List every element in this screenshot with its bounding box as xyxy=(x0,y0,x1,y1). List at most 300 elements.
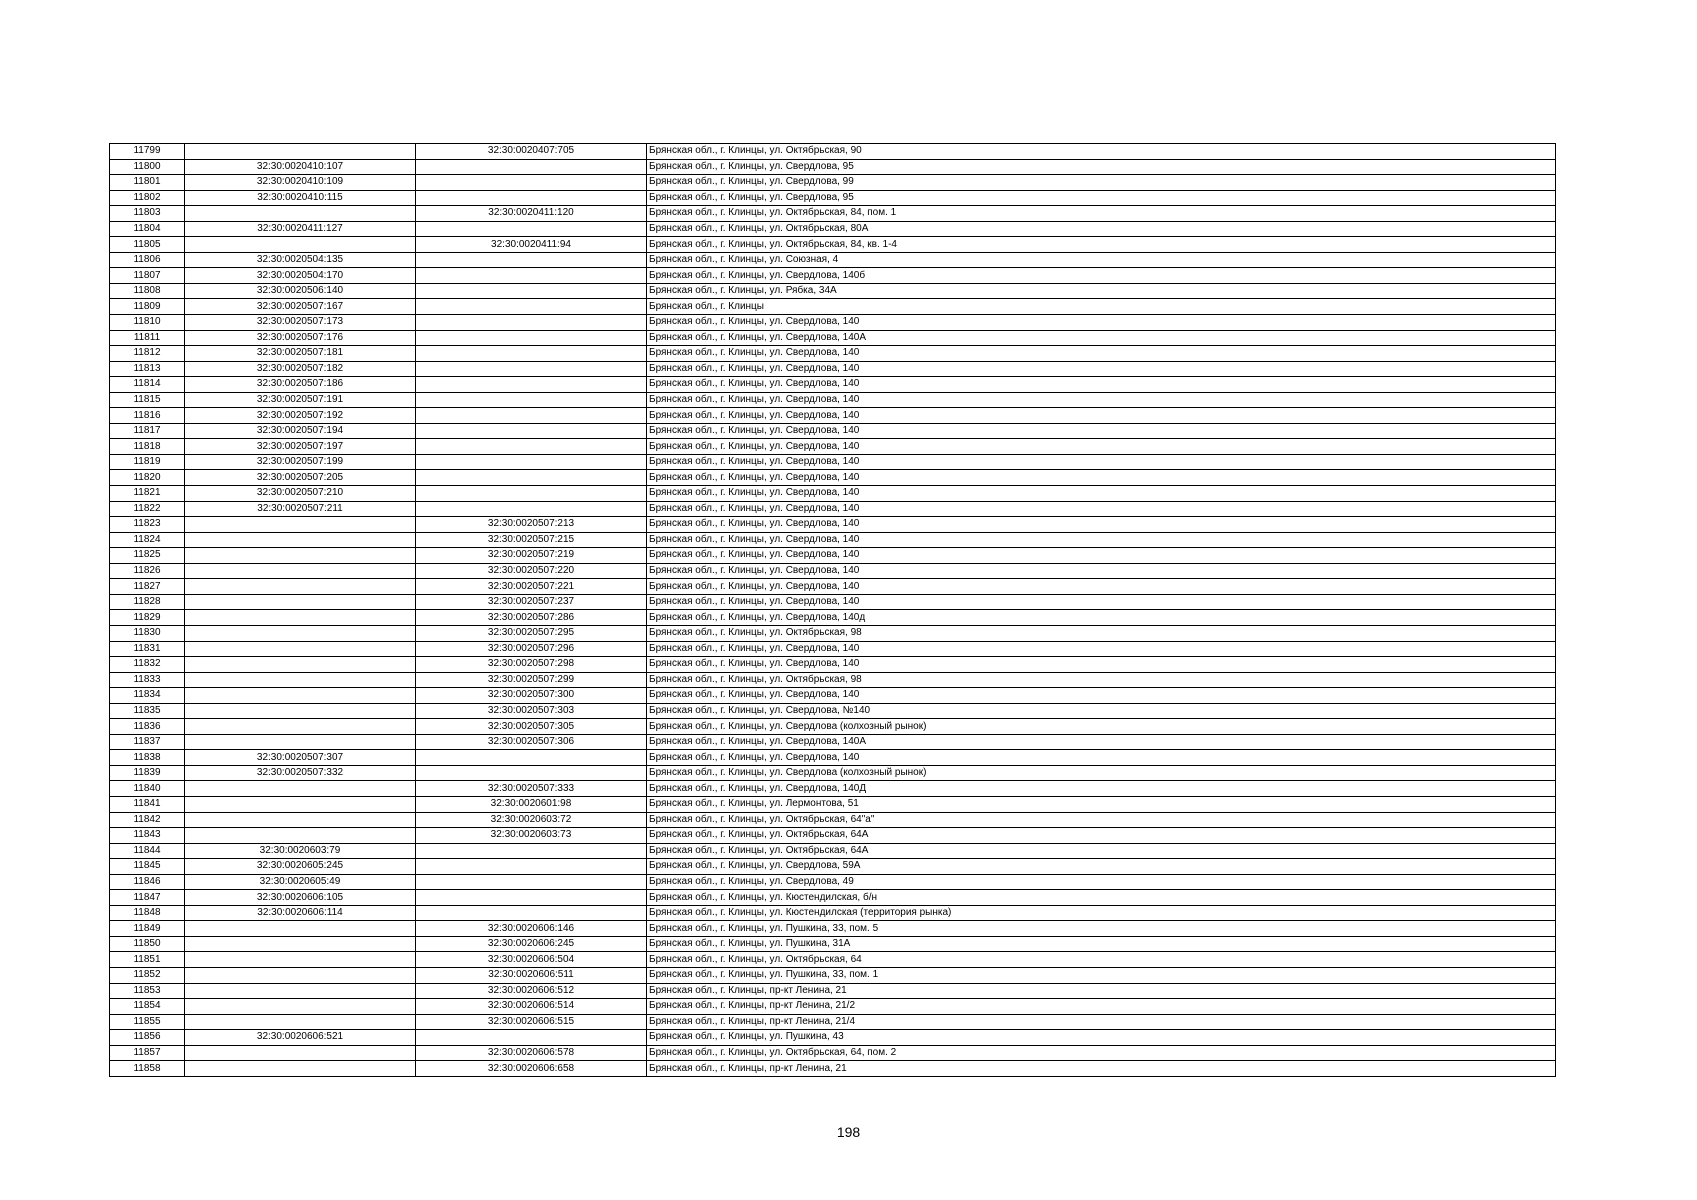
land-cadastral-number-cell xyxy=(185,610,416,626)
address-cell: Брянская обл., г. Клинцы, ул. Свердлова, 140 xyxy=(647,315,1556,331)
row-number-cell: 11857 xyxy=(110,1045,185,1061)
table-row xyxy=(110,1014,1556,1030)
address-cell: Брянская обл., г. Клинцы, ул. Свердлова, 140 xyxy=(647,594,1556,610)
address-cell: Брянская обл., г. Клинцы, ул. Свердлова (колхозный рынок) xyxy=(647,719,1556,735)
address-cell: Брянская обл., г. Клинцы, ул. Лермонтова, 51 xyxy=(647,796,1556,812)
table-row xyxy=(110,828,1556,844)
land-cadastral-number-cell: 32:30:0020603:79 xyxy=(185,843,416,859)
table-row xyxy=(110,1030,1556,1046)
table-row xyxy=(110,874,1556,890)
address-cell: Брянская обл., г. Клинцы, пр-кт Ленина, 21 xyxy=(647,1061,1556,1077)
land-cadastral-number-cell: 32:30:0020605:245 xyxy=(185,859,416,875)
building-cadastral-number-cell: 32:30:0020606:146 xyxy=(416,921,647,937)
building-cadastral-number-cell xyxy=(416,221,647,237)
table-row xyxy=(110,859,1556,875)
table-row xyxy=(110,423,1556,439)
row-number-cell: 11800 xyxy=(110,159,185,175)
address-cell: Брянская обл., г. Клинцы, ул. Свердлова, 59А xyxy=(647,859,1556,875)
land-cadastral-number-cell xyxy=(185,657,416,673)
address-cell: Брянская обл., г. Клинцы, ул. Свердлова, 140Д xyxy=(647,781,1556,797)
row-number-cell: 11803 xyxy=(110,206,185,222)
building-cadastral-number-cell xyxy=(416,159,647,175)
address-cell: Брянская обл., г. Клинцы, ул. Свердлова, 140 xyxy=(647,641,1556,657)
address-cell: Брянская обл., г. Клинцы, ул. Рябка, 34А xyxy=(647,283,1556,299)
address-cell: Брянская обл., г. Клинцы, ул. Пушкина, 33, пом. 1 xyxy=(647,967,1556,983)
table-row xyxy=(110,361,1556,377)
land-cadastral-number-cell xyxy=(185,719,416,735)
address-cell: Брянская обл., г. Клинцы, ул. Октябрьская, 98 xyxy=(647,625,1556,641)
land-cadastral-number-cell: 32:30:0020507:205 xyxy=(185,470,416,486)
land-cadastral-number-cell: 32:30:0020507:192 xyxy=(185,408,416,424)
row-number-cell: 11842 xyxy=(110,812,185,828)
building-cadastral-number-cell: 32:30:0020411:120 xyxy=(416,206,647,222)
table-row xyxy=(110,796,1556,812)
building-cadastral-number-cell xyxy=(416,268,647,284)
address-cell: Брянская обл., г. Клинцы, ул. Октябрьская, 64"а" xyxy=(647,812,1556,828)
table-row xyxy=(110,517,1556,533)
row-number-cell: 11805 xyxy=(110,237,185,253)
land-cadastral-number-cell: 32:30:0020507:176 xyxy=(185,330,416,346)
building-cadastral-number-cell: 32:30:0020606:504 xyxy=(416,952,647,968)
property-register-table xyxy=(109,143,1556,1077)
land-cadastral-number-cell xyxy=(185,967,416,983)
building-cadastral-number-cell xyxy=(416,175,647,191)
table-row xyxy=(110,330,1556,346)
address-cell: Брянская обл., г. Клинцы, ул. Свердлова, 140 xyxy=(647,563,1556,579)
land-cadastral-number-cell: 32:30:0020504:170 xyxy=(185,268,416,284)
row-number-cell: 11846 xyxy=(110,874,185,890)
row-number-cell: 11856 xyxy=(110,1030,185,1046)
building-cadastral-number-cell: 32:30:0020507:296 xyxy=(416,641,647,657)
row-number-cell: 11819 xyxy=(110,454,185,470)
address-cell: Брянская обл., г. Клинцы, пр-кт Ленина, 21/2 xyxy=(647,999,1556,1015)
row-number-cell: 11808 xyxy=(110,283,185,299)
land-cadastral-number-cell xyxy=(185,796,416,812)
land-cadastral-number-cell xyxy=(185,532,416,548)
row-number-cell: 11829 xyxy=(110,610,185,626)
land-cadastral-number-cell: 32:30:0020507:211 xyxy=(185,501,416,517)
table-row xyxy=(110,610,1556,626)
table-row xyxy=(110,237,1556,253)
row-number-cell: 11821 xyxy=(110,486,185,502)
land-cadastral-number-cell xyxy=(185,812,416,828)
table-row xyxy=(110,532,1556,548)
table-row xyxy=(110,268,1556,284)
address-cell: Брянская обл., г. Клинцы xyxy=(647,299,1556,315)
table-row xyxy=(110,252,1556,268)
row-number-cell: 11833 xyxy=(110,672,185,688)
building-cadastral-number-cell: 32:30:0020603:72 xyxy=(416,812,647,828)
address-cell: Брянская обл., г. Клинцы, ул. Свердлова, 99 xyxy=(647,175,1556,191)
building-cadastral-number-cell xyxy=(416,190,647,206)
land-cadastral-number-cell: 32:30:0020507:191 xyxy=(185,392,416,408)
land-cadastral-number-cell: 32:30:0020507:186 xyxy=(185,377,416,393)
building-cadastral-number-cell: 32:30:0020507:305 xyxy=(416,719,647,735)
address-cell: Брянская обл., г. Клинцы, ул. Свердлова, 140б xyxy=(647,268,1556,284)
building-cadastral-number-cell: 32:30:0020507:303 xyxy=(416,703,647,719)
building-cadastral-number-cell: 32:30:0020507:306 xyxy=(416,734,647,750)
land-cadastral-number-cell xyxy=(185,936,416,952)
table-row xyxy=(110,299,1556,315)
table-row xyxy=(110,206,1556,222)
address-cell: Брянская обл., г. Клинцы, ул. Свердлова, 140 xyxy=(647,517,1556,533)
building-cadastral-number-cell xyxy=(416,346,647,362)
address-cell: Брянская обл., г. Клинцы, ул. Свердлова, 140 xyxy=(647,439,1556,455)
table-row xyxy=(110,594,1556,610)
building-cadastral-number-cell: 32:30:0020507:286 xyxy=(416,610,647,626)
table-row xyxy=(110,921,1556,937)
address-cell: Брянская обл., г. Клинцы, ул. Свердлова, 140 xyxy=(647,423,1556,439)
land-cadastral-number-cell: 32:30:0020507:210 xyxy=(185,486,416,502)
table-row xyxy=(110,734,1556,750)
address-cell: Брянская обл., г. Клинцы, ул. Октябрьская, 84, пом. 1 xyxy=(647,206,1556,222)
table-row xyxy=(110,579,1556,595)
table-row xyxy=(110,672,1556,688)
table-row xyxy=(110,719,1556,735)
address-cell: Брянская обл., г. Клинцы, ул. Свердлова, 140 xyxy=(647,688,1556,704)
table-row xyxy=(110,936,1556,952)
row-number-cell: 11844 xyxy=(110,843,185,859)
building-cadastral-number-cell xyxy=(416,905,647,921)
row-number-cell: 11811 xyxy=(110,330,185,346)
table-row xyxy=(110,439,1556,455)
row-number-cell: 11858 xyxy=(110,1061,185,1077)
row-number-cell: 11812 xyxy=(110,346,185,362)
table-row xyxy=(110,454,1556,470)
land-cadastral-number-cell: 32:30:0020507:173 xyxy=(185,315,416,331)
table-row xyxy=(110,486,1556,502)
table-row xyxy=(110,967,1556,983)
address-cell: Брянская обл., г. Клинцы, ул. Свердлова, 140 xyxy=(647,657,1556,673)
table-row xyxy=(110,952,1556,968)
table-row xyxy=(110,625,1556,641)
building-cadastral-number-cell xyxy=(416,392,647,408)
building-cadastral-number-cell: 32:30:0020507:213 xyxy=(416,517,647,533)
address-cell: Брянская обл., г. Клинцы, ул. Свердлова, 140 xyxy=(647,750,1556,766)
address-cell: Брянская обл., г. Клинцы, пр-кт Ленина, 21/4 xyxy=(647,1014,1556,1030)
table-row xyxy=(110,1061,1556,1077)
building-cadastral-number-cell: 32:30:0020601:98 xyxy=(416,796,647,812)
table-row xyxy=(110,905,1556,921)
address-cell: Брянская обл., г. Клинцы, ул. Свердлова, 140 xyxy=(647,454,1556,470)
building-cadastral-number-cell: 32:30:0020507:237 xyxy=(416,594,647,610)
row-number-cell: 11799 xyxy=(110,144,185,160)
building-cadastral-number-cell: 32:30:0020507:298 xyxy=(416,657,647,673)
row-number-cell: 11853 xyxy=(110,983,185,999)
building-cadastral-number-cell xyxy=(416,843,647,859)
row-number-cell: 11828 xyxy=(110,594,185,610)
building-cadastral-number-cell: 32:30:0020507:295 xyxy=(416,625,647,641)
row-number-cell: 11826 xyxy=(110,563,185,579)
land-cadastral-number-cell: 32:30:0020411:127 xyxy=(185,221,416,237)
address-cell: Брянская обл., г. Клинцы, ул. Октябрьская, 90 xyxy=(647,144,1556,160)
table-row xyxy=(110,750,1556,766)
address-cell: Брянская обл., г. Клинцы, ул. Свердлова, 140 xyxy=(647,361,1556,377)
address-cell: Брянская обл., г. Клинцы, ул. Октябрьская, 64, пом. 2 xyxy=(647,1045,1556,1061)
row-number-cell: 11804 xyxy=(110,221,185,237)
table-row xyxy=(110,657,1556,673)
row-number-cell: 11823 xyxy=(110,517,185,533)
row-number-cell: 11824 xyxy=(110,532,185,548)
register-table-body xyxy=(110,144,1556,1077)
land-cadastral-number-cell: 32:30:0020606:114 xyxy=(185,905,416,921)
row-number-cell: 11822 xyxy=(110,501,185,517)
land-cadastral-number-cell: 32:30:0020507:167 xyxy=(185,299,416,315)
table-row xyxy=(110,890,1556,906)
table-row xyxy=(110,812,1556,828)
table-row xyxy=(110,470,1556,486)
land-cadastral-number-cell: 32:30:0020507:194 xyxy=(185,423,416,439)
land-cadastral-number-cell: 32:30:0020507:181 xyxy=(185,346,416,362)
address-cell: Брянская обл., г. Клинцы, ул. Свердлова, 140А xyxy=(647,734,1556,750)
table-row xyxy=(110,563,1556,579)
building-cadastral-number-cell xyxy=(416,501,647,517)
land-cadastral-number-cell xyxy=(185,999,416,1015)
table-row xyxy=(110,1045,1556,1061)
land-cadastral-number-cell: 32:30:0020507:197 xyxy=(185,439,416,455)
building-cadastral-number-cell: 32:30:0020507:333 xyxy=(416,781,647,797)
address-cell: Брянская обл., г. Клинцы, ул. Октябрьская, 98 xyxy=(647,672,1556,688)
row-number-cell: 11817 xyxy=(110,423,185,439)
land-cadastral-number-cell: 32:30:0020606:521 xyxy=(185,1030,416,1046)
table-row xyxy=(110,190,1556,206)
land-cadastral-number-cell: 32:30:0020605:49 xyxy=(185,874,416,890)
land-cadastral-number-cell xyxy=(185,237,416,253)
address-cell: Брянская обл., г. Клинцы, ул. Октябрьская, 84, кв. 1-4 xyxy=(647,237,1556,253)
building-cadastral-number-cell xyxy=(416,423,647,439)
building-cadastral-number-cell: 32:30:0020606:514 xyxy=(416,999,647,1015)
row-number-cell: 11802 xyxy=(110,190,185,206)
address-cell: Брянская обл., г. Клинцы, ул. Свердлова, 49 xyxy=(647,874,1556,890)
building-cadastral-number-cell xyxy=(416,470,647,486)
building-cadastral-number-cell xyxy=(416,439,647,455)
land-cadastral-number-cell xyxy=(185,828,416,844)
land-cadastral-number-cell xyxy=(185,625,416,641)
row-number-cell: 11840 xyxy=(110,781,185,797)
land-cadastral-number-cell: 32:30:0020410:109 xyxy=(185,175,416,191)
land-cadastral-number-cell xyxy=(185,641,416,657)
address-cell: Брянская обл., г. Клинцы, ул. Свердлова, 140 xyxy=(647,408,1556,424)
row-number-cell: 11825 xyxy=(110,548,185,564)
building-cadastral-number-cell: 32:30:0020606:512 xyxy=(416,983,647,999)
row-number-cell: 11834 xyxy=(110,688,185,704)
address-cell: Брянская обл., г. Клинцы, ул. Свердлова, 140 xyxy=(647,579,1556,595)
row-number-cell: 11839 xyxy=(110,765,185,781)
address-cell: Брянская обл., г. Клинцы, ул. Свердлова, 140д xyxy=(647,610,1556,626)
table-row xyxy=(110,392,1556,408)
building-cadastral-number-cell: 32:30:0020606:245 xyxy=(416,936,647,952)
building-cadastral-number-cell xyxy=(416,454,647,470)
row-number-cell: 11850 xyxy=(110,936,185,952)
address-cell: Брянская обл., г. Клинцы, ул. Свердлова, 140 xyxy=(647,548,1556,564)
building-cadastral-number-cell: 32:30:0020603:73 xyxy=(416,828,647,844)
address-cell: Брянская обл., г. Клинцы, ул. Свердлова, №140 xyxy=(647,703,1556,719)
table-row xyxy=(110,843,1556,859)
row-number-cell: 11810 xyxy=(110,315,185,331)
table-row xyxy=(110,703,1556,719)
land-cadastral-number-cell xyxy=(185,1061,416,1077)
table-row xyxy=(110,781,1556,797)
address-cell: Брянская обл., г. Клинцы, ул. Союзная, 4 xyxy=(647,252,1556,268)
land-cadastral-number-cell: 32:30:0020507:307 xyxy=(185,750,416,766)
table-row xyxy=(110,765,1556,781)
row-number-cell: 11820 xyxy=(110,470,185,486)
row-number-cell: 11809 xyxy=(110,299,185,315)
building-cadastral-number-cell: 32:30:0020507:221 xyxy=(416,579,647,595)
building-cadastral-number-cell xyxy=(416,765,647,781)
table-row xyxy=(110,983,1556,999)
building-cadastral-number-cell: 32:30:0020606:511 xyxy=(416,967,647,983)
address-cell: Брянская обл., г. Клинцы, ул. Октябрьская, 80А xyxy=(647,221,1556,237)
address-cell: Брянская обл., г. Клинцы, ул. Октябрьская, 64А xyxy=(647,843,1556,859)
address-cell: Брянская обл., г. Клинцы, ул. Свердлова, 95 xyxy=(647,159,1556,175)
land-cadastral-number-cell xyxy=(185,734,416,750)
table-row xyxy=(110,408,1556,424)
land-cadastral-number-cell xyxy=(185,952,416,968)
row-number-cell: 11831 xyxy=(110,641,185,657)
land-cadastral-number-cell xyxy=(185,594,416,610)
row-number-cell: 11843 xyxy=(110,828,185,844)
land-cadastral-number-cell xyxy=(185,983,416,999)
page-number: 198 xyxy=(836,1124,861,1140)
table-row xyxy=(110,175,1556,191)
row-number-cell: 11806 xyxy=(110,252,185,268)
land-cadastral-number-cell xyxy=(185,144,416,160)
row-number-cell: 11841 xyxy=(110,796,185,812)
address-cell: Брянская обл., г. Клинцы, ул. Свердлова, 140 xyxy=(647,532,1556,548)
row-number-cell: 11851 xyxy=(110,952,185,968)
table-row xyxy=(110,548,1556,564)
land-cadastral-number-cell xyxy=(185,781,416,797)
building-cadastral-number-cell xyxy=(416,859,647,875)
row-number-cell: 11848 xyxy=(110,905,185,921)
building-cadastral-number-cell: 32:30:0020507:220 xyxy=(416,563,647,579)
row-number-cell: 11832 xyxy=(110,657,185,673)
land-cadastral-number-cell: 32:30:0020507:182 xyxy=(185,361,416,377)
row-number-cell: 11837 xyxy=(110,734,185,750)
table-row xyxy=(110,641,1556,657)
address-cell: Брянская обл., г. Клинцы, ул. Пушкина, 33, пом. 5 xyxy=(647,921,1556,937)
building-cadastral-number-cell xyxy=(416,252,647,268)
row-number-cell: 11814 xyxy=(110,377,185,393)
land-cadastral-number-cell xyxy=(185,517,416,533)
row-number-cell: 11838 xyxy=(110,750,185,766)
land-cadastral-number-cell: 32:30:0020506:140 xyxy=(185,283,416,299)
row-number-cell: 11849 xyxy=(110,921,185,937)
address-cell: Брянская обл., г. Клинцы, ул. Пушкина, 31А xyxy=(647,936,1556,952)
land-cadastral-number-cell xyxy=(185,548,416,564)
land-cadastral-number-cell: 32:30:0020507:332 xyxy=(185,765,416,781)
land-cadastral-number-cell xyxy=(185,206,416,222)
building-cadastral-number-cell: 32:30:0020606:515 xyxy=(416,1014,647,1030)
land-cadastral-number-cell xyxy=(185,563,416,579)
address-cell: Брянская обл., г. Клинцы, ул. Кюстендилская, б/н xyxy=(647,890,1556,906)
building-cadastral-number-cell: 32:30:0020507:300 xyxy=(416,688,647,704)
address-cell: Брянская обл., г. Клинцы, ул. Кюстендилская (территория рынка) xyxy=(647,905,1556,921)
row-number-cell: 11813 xyxy=(110,361,185,377)
building-cadastral-number-cell xyxy=(416,330,647,346)
land-cadastral-number-cell xyxy=(185,579,416,595)
address-cell: Брянская обл., г. Клинцы, ул. Свердлова, 140 xyxy=(647,392,1556,408)
table-row xyxy=(110,377,1556,393)
address-cell: Брянская обл., г. Клинцы, ул. Пушкина, 43 xyxy=(647,1030,1556,1046)
address-cell: Брянская обл., г. Клинцы, ул. Свердлова, 140 xyxy=(647,377,1556,393)
table-row xyxy=(110,159,1556,175)
row-number-cell: 11835 xyxy=(110,703,185,719)
building-cadastral-number-cell: 32:30:0020407:705 xyxy=(416,144,647,160)
address-cell: Брянская обл., г. Клинцы, ул. Свердлова, 140 xyxy=(647,470,1556,486)
land-cadastral-number-cell xyxy=(185,703,416,719)
land-cadastral-number-cell xyxy=(185,1014,416,1030)
row-number-cell: 11827 xyxy=(110,579,185,595)
building-cadastral-number-cell xyxy=(416,408,647,424)
building-cadastral-number-cell xyxy=(416,377,647,393)
row-number-cell: 11855 xyxy=(110,1014,185,1030)
building-cadastral-number-cell: 32:30:0020507:215 xyxy=(416,532,647,548)
address-cell: Брянская обл., г. Клинцы, ул. Октябрьская, 64А xyxy=(647,828,1556,844)
row-number-cell: 11807 xyxy=(110,268,185,284)
table-row xyxy=(110,283,1556,299)
building-cadastral-number-cell: 32:30:0020507:219 xyxy=(416,548,647,564)
address-cell: Брянская обл., г. Клинцы, ул. Свердлова (колхозный рынок) xyxy=(647,765,1556,781)
building-cadastral-number-cell: 32:30:0020507:299 xyxy=(416,672,647,688)
land-cadastral-number-cell xyxy=(185,921,416,937)
address-cell: Брянская обл., г. Клинцы, ул. Свердлова, 140 xyxy=(647,346,1556,362)
table-row xyxy=(110,688,1556,704)
row-number-cell: 11818 xyxy=(110,439,185,455)
building-cadastral-number-cell xyxy=(416,874,647,890)
building-cadastral-number-cell xyxy=(416,890,647,906)
land-cadastral-number-cell xyxy=(185,1045,416,1061)
address-cell: Брянская обл., г. Клинцы, ул. Октябрьская, 64 xyxy=(647,952,1556,968)
row-number-cell: 11852 xyxy=(110,967,185,983)
land-cadastral-number-cell: 32:30:0020410:107 xyxy=(185,159,416,175)
row-number-cell: 11830 xyxy=(110,625,185,641)
land-cadastral-number-cell xyxy=(185,672,416,688)
row-number-cell: 11816 xyxy=(110,408,185,424)
row-number-cell: 11801 xyxy=(110,175,185,191)
row-number-cell: 11847 xyxy=(110,890,185,906)
table-row xyxy=(110,315,1556,331)
building-cadastral-number-cell xyxy=(416,283,647,299)
land-cadastral-number-cell: 32:30:0020606:105 xyxy=(185,890,416,906)
building-cadastral-number-cell xyxy=(416,299,647,315)
building-cadastral-number-cell xyxy=(416,1030,647,1046)
row-number-cell: 11815 xyxy=(110,392,185,408)
address-cell: Брянская обл., г. Клинцы, ул. Свердлова, 140 xyxy=(647,501,1556,517)
table-row xyxy=(110,501,1556,517)
table-row xyxy=(110,144,1556,160)
address-cell: Брянская обл., г. Клинцы, ул. Свердлова, 140А xyxy=(647,330,1556,346)
building-cadastral-number-cell xyxy=(416,361,647,377)
building-cadastral-number-cell: 32:30:0020606:578 xyxy=(416,1045,647,1061)
building-cadastral-number-cell xyxy=(416,315,647,331)
building-cadastral-number-cell xyxy=(416,750,647,766)
table-row xyxy=(110,221,1556,237)
address-cell: Брянская обл., г. Клинцы, ул. Свердлова, 140 xyxy=(647,486,1556,502)
land-cadastral-number-cell: 32:30:0020507:199 xyxy=(185,454,416,470)
land-cadastral-number-cell xyxy=(185,688,416,704)
row-number-cell: 11845 xyxy=(110,859,185,875)
table-row xyxy=(110,346,1556,362)
building-cadastral-number-cell: 32:30:0020411:94 xyxy=(416,237,647,253)
land-cadastral-number-cell: 32:30:0020410:115 xyxy=(185,190,416,206)
building-cadastral-number-cell: 32:30:0020606:658 xyxy=(416,1061,647,1077)
row-number-cell: 11854 xyxy=(110,999,185,1015)
land-cadastral-number-cell: 32:30:0020504:135 xyxy=(185,252,416,268)
table-row xyxy=(110,999,1556,1015)
address-cell: Брянская обл., г. Клинцы, ул. Свердлова, 95 xyxy=(647,190,1556,206)
